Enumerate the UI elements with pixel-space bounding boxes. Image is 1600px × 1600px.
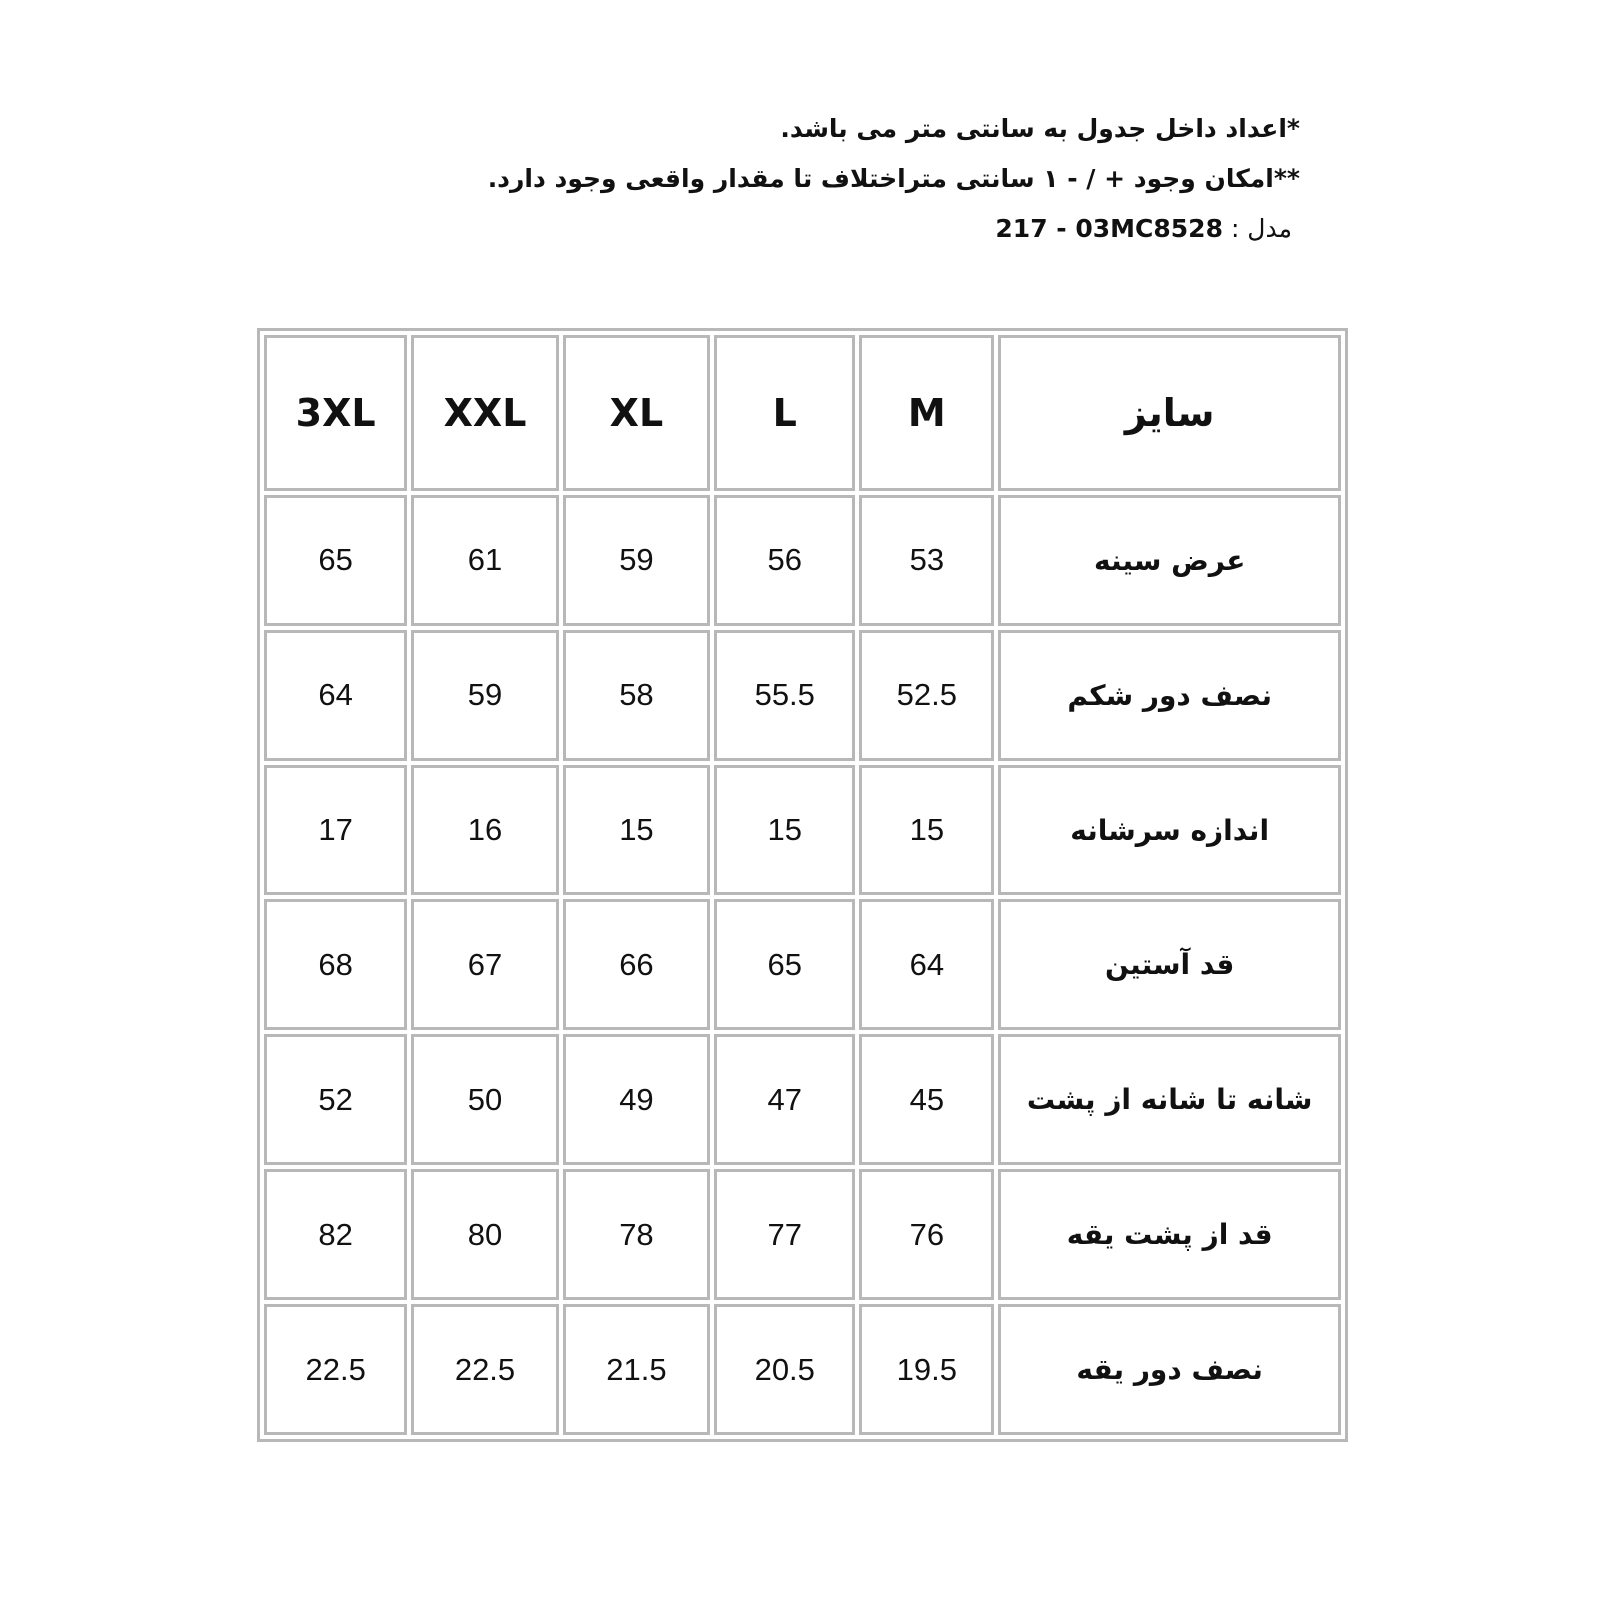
model-label: مدل : [1230, 214, 1292, 243]
row-label: نصف دور شکم [998, 630, 1341, 761]
table-cell: 65 [714, 899, 855, 1030]
table-row [264, 1304, 1341, 1435]
table-cell: 55.5 [714, 630, 855, 761]
table-cell: 61 [411, 495, 558, 626]
table-cell: 68 [264, 899, 407, 1030]
note-tolerance: **امکان وجود + / - ۱ سانتی متراختلاف تا مقدار واقعی وجود دارد. [487, 164, 1300, 193]
table-cell: 67 [411, 899, 558, 1030]
table-cell: 47 [714, 1034, 855, 1165]
size-header-xxl: XXL [411, 335, 558, 491]
table-cell: 22.5 [411, 1304, 558, 1435]
table-cell: 59 [563, 495, 710, 626]
table-cell: 76 [859, 1169, 994, 1300]
table-cell: 66 [563, 899, 710, 1030]
table-cell: 53 [859, 495, 994, 626]
table-cell: 20.5 [714, 1304, 855, 1435]
size-table-container [257, 328, 1348, 1442]
table-cell: 50 [411, 1034, 558, 1165]
table-row [264, 1034, 1341, 1165]
table-cell: 52.5 [859, 630, 994, 761]
row-label: عرض سینه [998, 495, 1341, 626]
size-header-3xl: 3XL [264, 335, 407, 491]
model-code: 217 - 03MC8528 [995, 214, 1223, 243]
size-header-l: L [714, 335, 855, 491]
table-row [264, 495, 1341, 626]
size-header-xl: XL [563, 335, 710, 491]
table-row [264, 1169, 1341, 1300]
table-row [264, 899, 1341, 1030]
row-label: نصف دور یقه [998, 1304, 1341, 1435]
table-cell: 22.5 [264, 1304, 407, 1435]
table-row [264, 630, 1341, 761]
notes-block [487, 112, 1300, 246]
header-row [264, 335, 1341, 491]
note-units: *اعداد داخل جدول به سانتی متر می باشد. [780, 114, 1300, 143]
row-label: اندازه سرشانه [998, 765, 1341, 896]
table-cell: 78 [563, 1169, 710, 1300]
table-cell: 19.5 [859, 1304, 994, 1435]
row-label: قد آستین [998, 899, 1341, 1030]
table-cell: 80 [411, 1169, 558, 1300]
table-cell: 82 [264, 1169, 407, 1300]
table-cell: 15 [859, 765, 994, 896]
table-cell: 56 [714, 495, 855, 626]
row-label: شانه تا شانه از پشت [998, 1034, 1341, 1165]
table-row [264, 765, 1341, 896]
row-label: قد از پشت یقه [998, 1169, 1341, 1300]
table-cell: 16 [411, 765, 558, 896]
size-header-m: M [859, 335, 994, 491]
table-cell: 64 [859, 899, 994, 1030]
table-cell: 52 [264, 1034, 407, 1165]
model-line [540, 212, 1300, 246]
table-cell: 65 [264, 495, 407, 626]
size-header-label: سایز [998, 335, 1341, 491]
table-cell: 17 [264, 765, 407, 896]
table-cell: 15 [563, 765, 710, 896]
table-cell: 64 [264, 630, 407, 761]
table-cell: 21.5 [563, 1304, 710, 1435]
table-cell: 58 [563, 630, 710, 761]
table-cell: 59 [411, 630, 558, 761]
size-table [257, 328, 1348, 1442]
table-cell: 49 [563, 1034, 710, 1165]
table-cell: 77 [714, 1169, 855, 1300]
table-cell: 45 [859, 1034, 994, 1165]
table-cell: 15 [714, 765, 855, 896]
